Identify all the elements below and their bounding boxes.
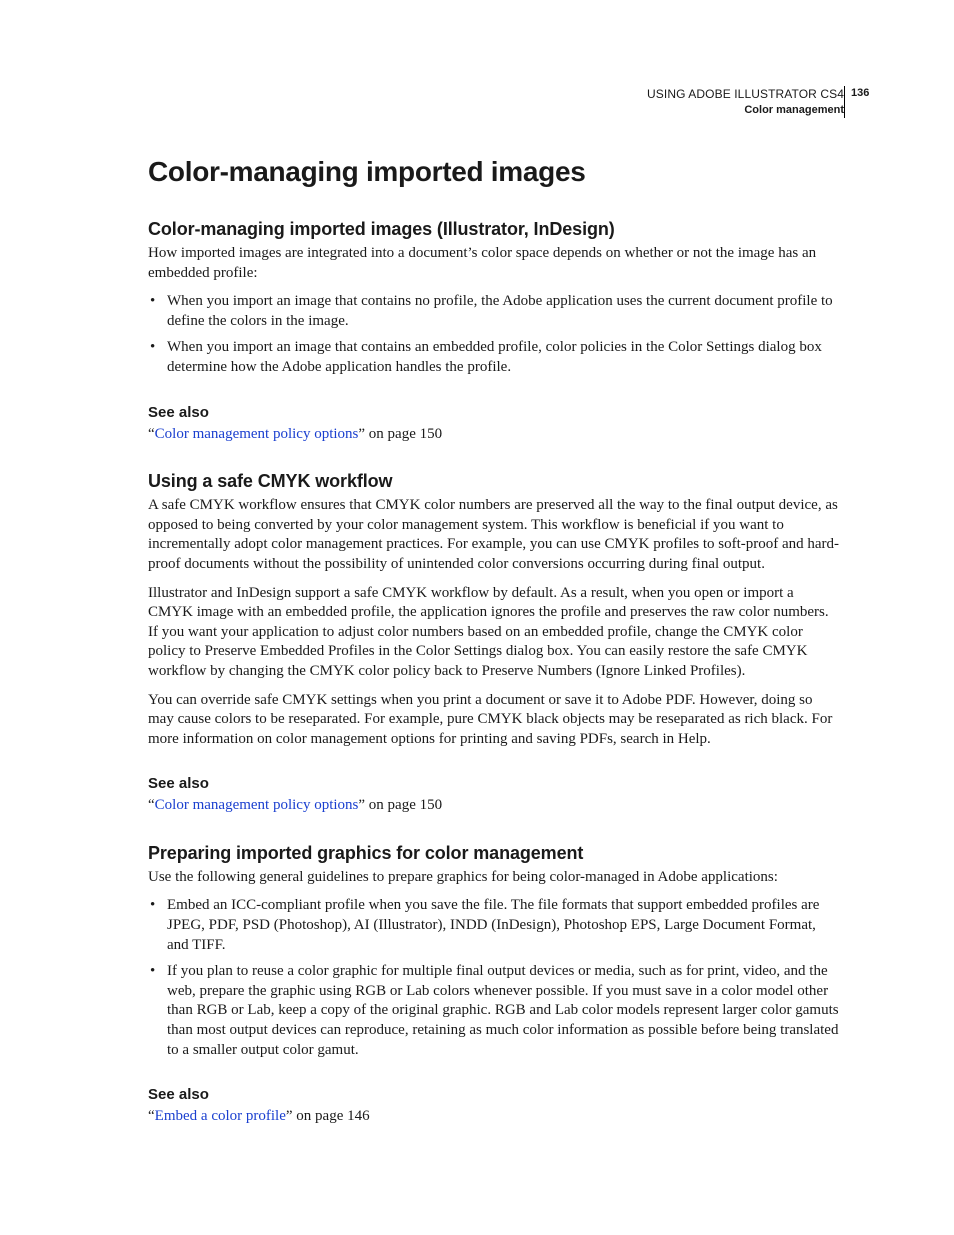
- see-also-label: See also: [148, 775, 209, 793]
- section-heading-preparing-graphics: Preparing imported graphics for color management: [148, 842, 584, 863]
- page-number: 136: [851, 87, 870, 99]
- see-also-label: See also: [148, 403, 209, 421]
- section-intro: How imported images are integrated into a document’s color space depends on whether or not the image has an embedded profile:: [148, 245, 817, 281]
- section-name: Color management: [744, 104, 844, 116]
- bullet-list: [148, 896, 840, 1060]
- doc-title: USING ADOBE ILLUSTRATOR CS4: [647, 87, 844, 101]
- list-item: • When you import an image that contains no profile, the Adobe application uses the current document profile to define the colors in the image.: [150, 293, 833, 329]
- page-content: [148, 150, 840, 1127]
- see-also-reference: “Color management policy options” on page 150: [148, 425, 443, 442]
- see-also-reference: “Embed a color profile” on page 146: [148, 1108, 370, 1125]
- section-heading-illustrator-indesign: Color-managing imported images (Illustrator, InDesign): [148, 219, 615, 239]
- list-item: • When you import an image that contains an embedded profile, color policies in the Color Settings dialog box determine how the Adobe application handles the profile.: [150, 339, 822, 375]
- body-paragraph: A safe CMYK workflow ensures that CMYK color numbers are preserved all the way to the final output device, as opposed to being converted by your color management system. This workflow is beneficial if you want to incrementally adopt color management practices. For example, you can use CMYK profiles to soft-proof and hard-proof documents without the possibility of unintended color conversions occurring during final output.: [148, 497, 840, 572]
- see-also-link[interactable]: Color management policy options: [154, 425, 359, 442]
- see-also-link[interactable]: Embed a color profile: [154, 1108, 286, 1125]
- see-also-label: See also: [148, 1086, 209, 1104]
- running-header: [647, 86, 844, 118]
- bullet-list: [148, 292, 840, 377]
- page-title: Color-managing imported images: [148, 156, 586, 187]
- list-item: • If you plan to reuse a color graphic for multiple final output devices or media, such as for print, video, and the web, prepare the graphic using RGB or Lab colors whenever possible. If you must save in a color model other than RGB or Lab, keep a copy of the original graphic. RGB and Lab color models represent larger color gamuts than most output devices can reproduce, retaining as much color information as possible before being translated to a smaller output color gamut.: [150, 963, 839, 1058]
- see-also-link[interactable]: Color management policy options: [154, 797, 359, 814]
- body-paragraph: Illustrator and InDesign support a safe CMYK workflow by default. As a result, when you open or import a CMYK image with an embedded profile, the application ignores the profile and preserves the raw color numbers. If you want your application to adjust color numbers based on an embedded profile, change the CMYK color policy to Preserve Embedded Profiles in the Color Settings dialog box. You can easily restore the safe CMYK workflow by changing the CMYK color policy back to Preserve Numbers (Ignore Linked Profiles).: [148, 584, 829, 679]
- section-heading-safe-cmyk: Using a safe CMYK workflow: [148, 471, 393, 492]
- list-item: • Embed an ICC-compliant profile when you save the file. The file formats that support embedded profiles are JPEG, PDF, PSD (Photoshop), AI (Illustrator), INDD (InDesign), Photoshop EPS, Large Document Format, and TIFF.: [150, 897, 820, 953]
- see-also-reference: “Color management policy options” on page 150: [148, 797, 443, 814]
- header-divider: [844, 86, 845, 118]
- section-intro: Use the following general guidelines to prepare graphics for being color-managed in Adobe applications:: [148, 868, 778, 885]
- body-paragraph: You can override safe CMYK settings when you print a document or save it to Adobe PDF. However, doing so may cause colors to be reseparated. For example, pure CMYK black objects may be reseparated as rich black. For more information on color management options for printing and saving PDFs, search in Help.: [148, 691, 833, 747]
